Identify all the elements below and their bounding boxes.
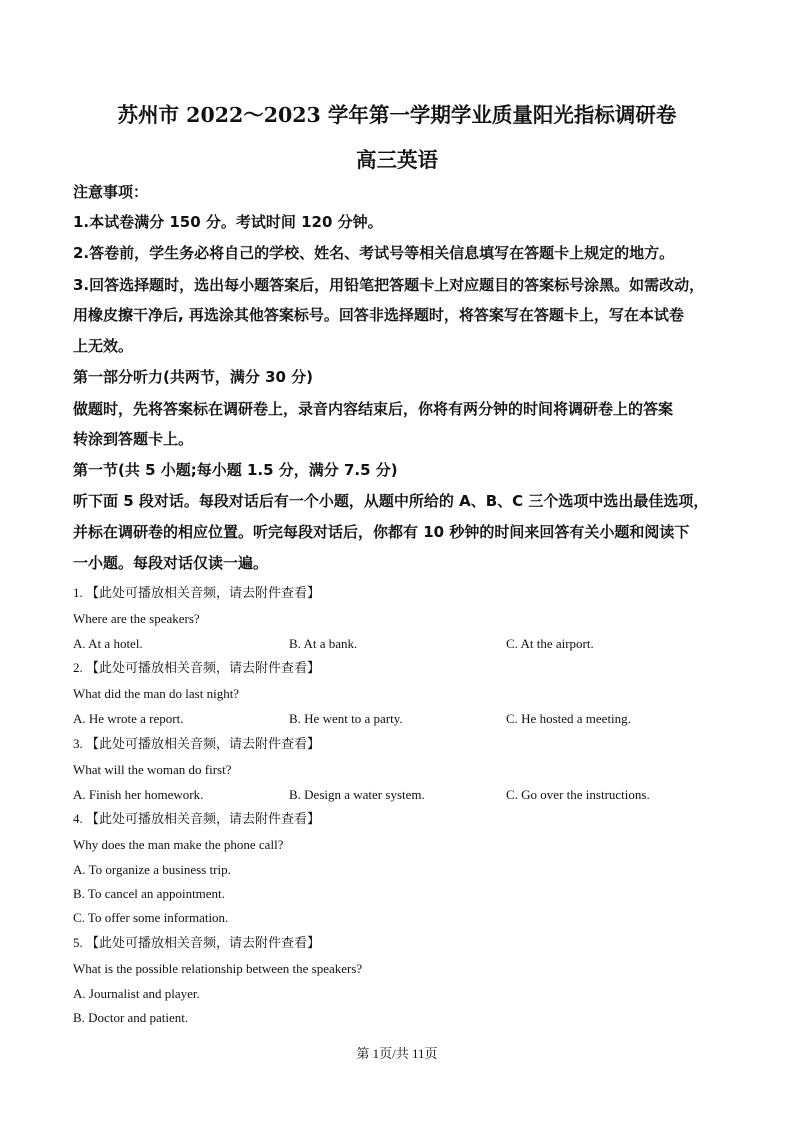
section-instructions: 听下面 5 段对话。每段对话后有一个小题，从题中所给的 A、B、C 三个选项中选出最佳选项， xyxy=(73,492,709,510)
option-b: B. He went to a party. xyxy=(289,711,403,726)
option-a: A. Finish her homework. xyxy=(73,787,204,802)
audio-placeholder[interactable]: 3. 【此处可播放相关音频，请去附件查看】 xyxy=(73,736,321,751)
question-prompt: What did the man do last night? xyxy=(73,686,240,701)
option-a: A. At a hotel. xyxy=(73,636,143,651)
option-c: C. He hosted a meeting. xyxy=(506,711,631,726)
option-c: C. Go over the instructions. xyxy=(506,787,650,802)
notice-item: 3.回答选择题时，选出每小题答案后，用铅笔把答题卡上对应题目的答案标号涂黑。如需改动， xyxy=(73,276,705,294)
audio-placeholder[interactable]: 4. 【此处可播放相关音频，请去附件查看】 xyxy=(73,811,321,826)
page-number: 第 1页/共 11页 xyxy=(356,1046,438,1061)
section-heading: 第一节(共 5 小题;每小题 1.5 分，满分 7.5 分) xyxy=(73,461,398,479)
option-a: A. He wrote a report. xyxy=(73,711,184,726)
option-b: B. To cancel an appointment. xyxy=(73,886,225,901)
page-subtitle: 高三英语 xyxy=(356,148,438,172)
question-prompt: What will the woman do first? xyxy=(73,762,232,777)
question-prompt: Why does the man make the phone call? xyxy=(73,837,284,852)
notice-heading: 注意事项： xyxy=(73,183,149,201)
option-a: A. Journalist and player. xyxy=(73,986,200,1001)
option-b: B. Design a water system. xyxy=(289,787,425,802)
part-heading: 第一部分听力(共两节，满分 30 分) xyxy=(73,368,314,386)
page-title: 苏州市 2022～2023 学年第一学期学业质量阳光指标调研卷 xyxy=(117,103,677,127)
notice-item: 用橡皮擦干净后, 再选涂其他答案标号。回答非选择题时，将答案写在答题卡上，写在本试卷 xyxy=(73,306,684,324)
option-b: B. At a bank. xyxy=(289,636,358,651)
notice-item: 1.本试卷满分 150 分。考试时间 120 分钟。 xyxy=(73,213,383,231)
notice-item: 2.答卷前，学生务必将自己的学校、姓名、考试号等相关信息填写在答题卡上规定的地方。 xyxy=(73,244,675,262)
section-instructions: 一小题。每段对话仅读一遍。 xyxy=(73,554,269,572)
option-a: A. To organize a business trip. xyxy=(73,862,231,877)
notice-item: 上无效。 xyxy=(73,337,134,355)
option-c: C. To offer some information. xyxy=(73,910,229,925)
audio-placeholder[interactable]: 2. 【此处可播放相关音频，请去附件查看】 xyxy=(73,660,321,675)
part-instructions: 做题时，先将答案标在调研卷上，录音内容结束后，你将有两分钟的时间将调研卷上的答案 xyxy=(73,400,674,418)
audio-placeholder[interactable]: 1. 【此处可播放相关音频，请去附件查看】 xyxy=(73,585,321,600)
option-c: C. At the airport. xyxy=(506,636,594,651)
section-instructions: 并标在调研卷的相应位置。听完每段对话后，你都有 10 秒钟的时间来回答有关小题和阅读下 xyxy=(73,523,690,541)
question-prompt: What is the possible relationship between the speakers? xyxy=(73,961,363,976)
option-b: B. Doctor and patient. xyxy=(73,1010,189,1025)
audio-placeholder[interactable]: 5. 【此处可播放相关音频，请去附件查看】 xyxy=(73,935,321,950)
part-instructions: 转涂到答题卡上。 xyxy=(73,430,194,448)
question-prompt: Where are the speakers? xyxy=(73,611,200,626)
